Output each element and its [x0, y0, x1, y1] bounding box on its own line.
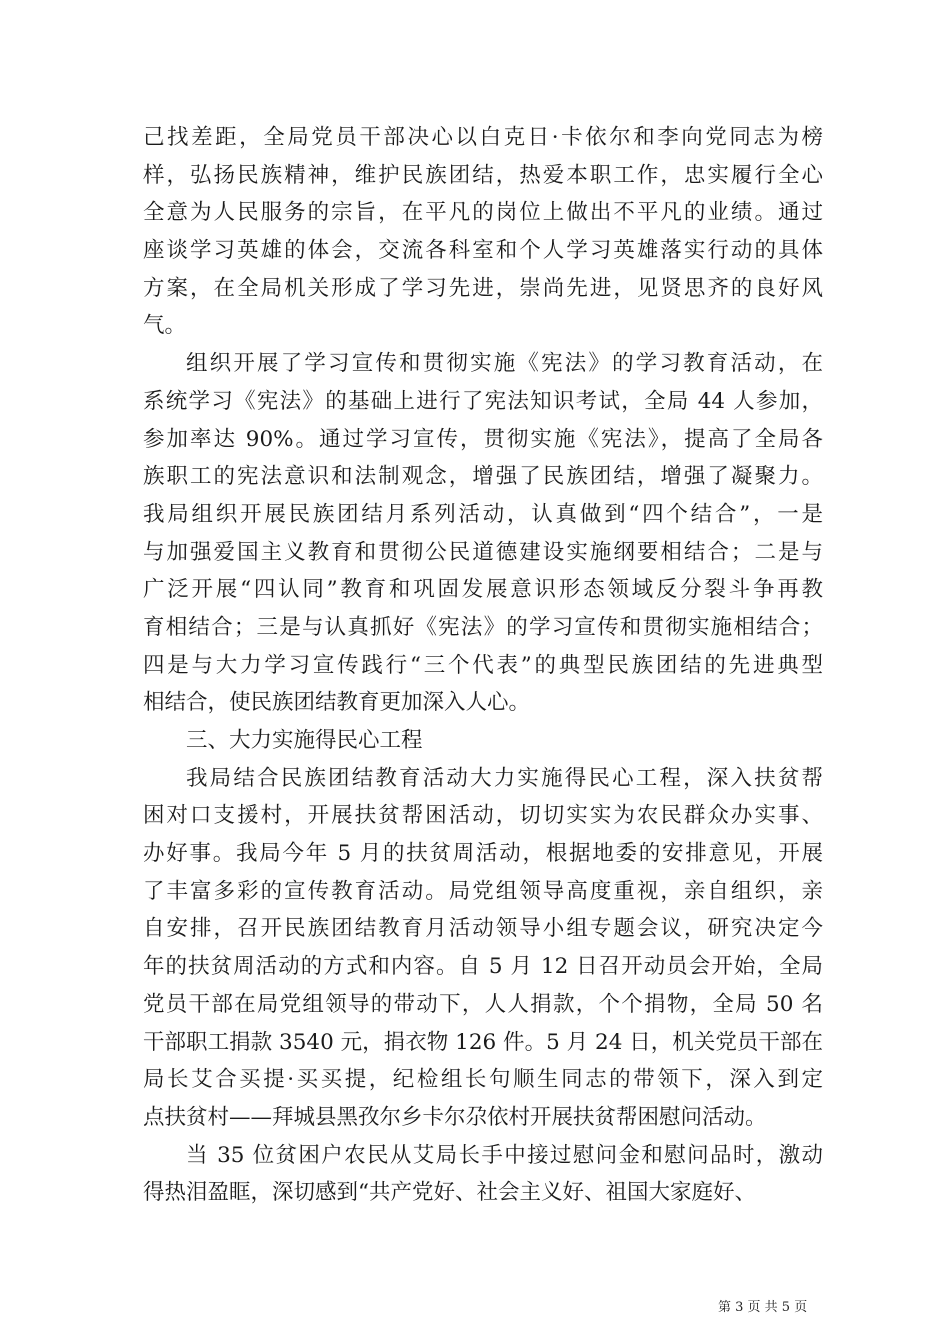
paragraph-constitution [143, 345, 823, 722]
text-line: 组织开展了学习宣传和贯彻实施《宪法》的学习教育活动，在 [186, 351, 823, 377]
text-line: 三、大力实施得民心工程 [186, 728, 423, 753]
text-line: 系统学习《宪法》的基础上进行了宪法知识考试，全局 44 人参加， [143, 388, 823, 414]
text-line: 族职工的宪法意识和法制观念，增强了民族团结，增强了凝聚力。 [143, 464, 823, 490]
paragraph-role-models [143, 119, 823, 345]
section-heading-three [143, 722, 823, 760]
text-line: 当 35 位贫困户农民从艾局长手中接过慰问金和慰问品时，激动 [186, 1142, 823, 1168]
document-body [143, 119, 823, 1212]
text-line: 广泛开展“四认同”教育和巩固发展意识形态领域反分裂斗争再教 [143, 577, 823, 603]
text-line: 相结合，使民族团结教育更加深入人心。 [143, 690, 531, 716]
text-line: 年的扶贫周活动的方式和内容。自 5 月 12 日召开动员会开始，全局 [143, 954, 823, 980]
text-line: 点扶贫村——拜城县黑孜尔乡卡尔尕依村开展扶贫帮困慰问活动。 [143, 1104, 767, 1130]
text-line: 了丰富多彩的宣传教育活动。局党组领导高度重视，亲自组织，亲 [143, 878, 823, 904]
text-line: 育相结合；三是与认真抓好《宪法》的学习宣传和贯彻实施相结合； [143, 614, 823, 640]
text-line: 困对口支援村，开展扶贫帮困活动，切切实实为农民群众办实事、 [143, 803, 823, 829]
text-line: 与加强爱国主义教育和贯彻公民道德建设实施纲要相结合；二是与 [143, 539, 823, 565]
text-line: 得热泪盈眶，深切感到“共产党好、社会主义好、祖国大家庭好、 [143, 1180, 756, 1206]
text-line: 参加率达 90%。通过学习宣传，贯彻实施《宪法》，提高了全局各 [143, 426, 823, 452]
text-line: 气。 [143, 313, 187, 339]
paragraph-poverty-relief [143, 760, 823, 1137]
text-line: 己找差距，全局党员干部决心以白克日·卡依尔和李向党同志为榜 [143, 125, 823, 150]
page-number-footer: 第 3 页 共 5 页 [718, 1300, 808, 1315]
text-line: 办好事。我局今年 5 月的扶贫周活动，根据地委的安排意见，开展 [143, 841, 823, 867]
text-line: 座谈学习英雄的体会，交流各科室和个人学习英雄落实行动的具体 [143, 238, 823, 264]
text-line: 我局组织开展民族团结月系列活动，认真做到“四个结合”，一是 [143, 501, 823, 527]
text-line: 全意为人民服务的宗旨，在平凡的岗位上做出不平凡的业绩。通过 [143, 200, 823, 226]
paragraph-households [143, 1137, 823, 1212]
text-line: 干部职工捐款 3540 元，捐衣物 126 件。5 月 24 日，机关党员干部在 [143, 1029, 823, 1055]
text-line: 方案，在全局机关形成了学习先进，崇尚先进，见贤思齐的良好风 [143, 275, 823, 301]
text-line: 我局结合民族团结教育活动大力实施得民心工程，深入扶贫帮 [186, 765, 823, 791]
text-line: 党员干部在局党组领导的带动下，人人捐款，个个捐物，全局 50 名 [143, 991, 823, 1017]
text-line: 局长艾合买提·买买提，纪检组长句顺生同志的带领下，深入到定 [143, 1067, 823, 1093]
text-line: 自安排，召开民族团结教育月活动领导小组专题会议，研究决定今 [143, 916, 823, 942]
text-line: 四是与大力学习宣传践行“三个代表”的典型民族团结的先进典型 [143, 652, 823, 678]
text-line: 样，弘扬民族精神，维护民族团结，热爱本职工作，忠实履行全心 [143, 162, 823, 188]
